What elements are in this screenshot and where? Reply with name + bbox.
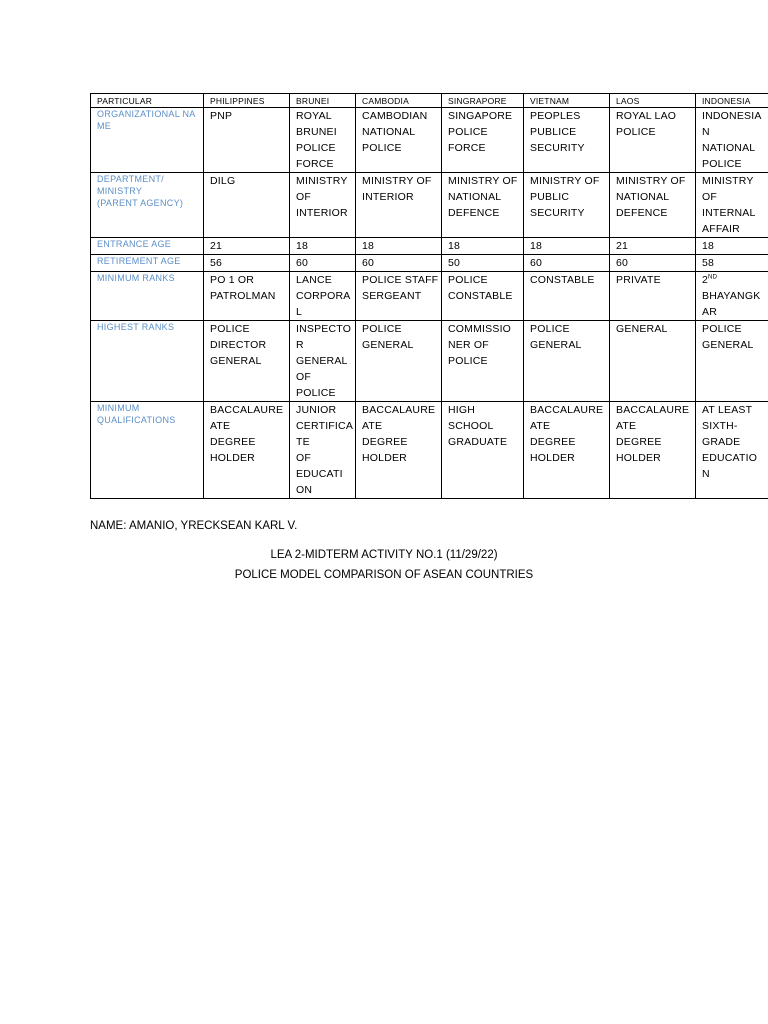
header-cell: INDONESIA <box>696 94 768 108</box>
row-label: DEPARTMENT/ MINISTRY (PARENT AGENCY) <box>91 173 204 238</box>
table-cell: MINISTRY OF PUBLIC SECURITY <box>524 173 610 238</box>
table-cell: 56 <box>204 255 290 272</box>
table-row <box>91 402 768 499</box>
header-cell: BRUNEI <box>290 94 356 108</box>
row-label: ORGANIZATIONAL NAME <box>91 108 204 173</box>
table-cell: 21 <box>610 238 696 255</box>
table-cell: 60 <box>524 255 610 272</box>
table-cell: PO 1 OR PATROLMAN <box>204 272 290 321</box>
header-row <box>91 94 768 108</box>
table-row <box>91 255 768 272</box>
table-cell: BACCALAURE ATE DEGREE HOLDER <box>610 402 696 499</box>
table-cell: PNP <box>204 108 290 173</box>
table-cell: SINGAPORE POLICE FORCE <box>442 108 524 173</box>
student-name: NAME: AMANIO, YRECKSEAN KARL V. <box>90 520 298 532</box>
header-cell: PARTICULAR <box>91 94 204 108</box>
row-label: HIGHEST RANKS <box>91 321 204 402</box>
table-cell: CAMBODIAN NATIONAL POLICE <box>356 108 442 173</box>
table-cell: POLICE GENERAL <box>356 321 442 402</box>
table-cell: MINISTRY OF INTERIOR <box>356 173 442 238</box>
rank-text: BHAYANGK AR <box>702 290 761 318</box>
table-cell: POLICE GENERAL <box>524 321 610 402</box>
table-cell: LANCE CORPORA L <box>290 272 356 321</box>
table-cell: 18 <box>290 238 356 255</box>
table-cell: 60 <box>356 255 442 272</box>
table-row <box>91 108 768 173</box>
header-cell: PHILIPPINES <box>204 94 290 108</box>
rank-ordinal: 2ND <box>702 274 718 286</box>
table-cell: PRIVATE <box>610 272 696 321</box>
table-cell: 18 <box>356 238 442 255</box>
table-cell: MINISTRY OF INTERNAL AFFAIR <box>696 173 768 238</box>
table-cell: JUNIOR CERTIFICA TE OF EDUCATI ON <box>290 402 356 499</box>
table-cell: 50 <box>442 255 524 272</box>
table-cell: 60 <box>610 255 696 272</box>
table-row <box>91 238 768 255</box>
header-cell: CAMBODIA <box>356 94 442 108</box>
table-row <box>91 321 768 402</box>
header-cell: VIETNAM <box>524 94 610 108</box>
table-cell: POLICE GENERAL <box>696 321 768 402</box>
table-cell: INSPECTO R GENERAL OF POLICE <box>290 321 356 402</box>
table-cell: ROYAL BRUNEI POLICE FORCE <box>290 108 356 173</box>
table-cell: 58 <box>696 255 768 272</box>
table-cell: PEOPLES PUBLICE SECURITY <box>524 108 610 173</box>
table-cell: 21 <box>204 238 290 255</box>
table-cell: POLICE CONSTABLE <box>442 272 524 321</box>
table-cell: GENERAL <box>610 321 696 402</box>
comparison-table <box>90 93 768 499</box>
table-cell: MINISTRY OF NATIONAL DEFENCE <box>442 173 524 238</box>
table-cell: ROYAL LAO POLICE <box>610 108 696 173</box>
table-cell: MINISTRY OF NATIONAL DEFENCE <box>610 173 696 238</box>
table-cell: DILG <box>204 173 290 238</box>
row-label: MINIMUM QUALIFICATIONS <box>91 402 204 499</box>
table-row <box>91 173 768 238</box>
table-cell: INDONESIA N NATIONAL POLICE <box>696 108 768 173</box>
table-cell: BACCALAURE ATE DEGREE HOLDER <box>524 402 610 499</box>
table-cell: POLICE STAFF SERGEANT <box>356 272 442 321</box>
activity-title: LEA 2-MIDTERM ACTIVITY NO.1 (11/29/22) <box>270 549 498 561</box>
table-cell: BACCALAURE ATE DEGREE HOLDER <box>356 402 442 499</box>
table-row <box>91 272 768 321</box>
table-cell: 18 <box>696 238 768 255</box>
header-cell: LAOS <box>610 94 696 108</box>
table-cell: HIGH SCHOOL GRADUATE <box>442 402 524 499</box>
row-label: MINIMUM RANKS <box>91 272 204 321</box>
table-cell: 60 <box>290 255 356 272</box>
header-cell: SINGRAPORE <box>442 94 524 108</box>
table-cell: 18 <box>442 238 524 255</box>
document-subtitle: POLICE MODEL COMPARISON OF ASEAN COUNTRIES <box>234 569 534 581</box>
table-cell: COMMISSIO NER OF POLICE <box>442 321 524 402</box>
table-cell: BACCALAURE ATE DEGREE HOLDER <box>204 402 290 499</box>
table-cell rank-superscript-cell <box>696 272 768 321</box>
table-cell: CONSTABLE <box>524 272 610 321</box>
table-cell: POLICE DIRECTOR GENERAL <box>204 321 290 402</box>
table-cell: MINISTRY OF INTERIOR <box>290 173 356 238</box>
table-cell: 18 <box>524 238 610 255</box>
row-label: ENTRANCE AGE <box>91 238 204 255</box>
table-cell: AT LEAST SIXTH- GRADE EDUCATIO N <box>696 402 768 499</box>
row-label: RETIREMENT AGE <box>91 255 204 272</box>
